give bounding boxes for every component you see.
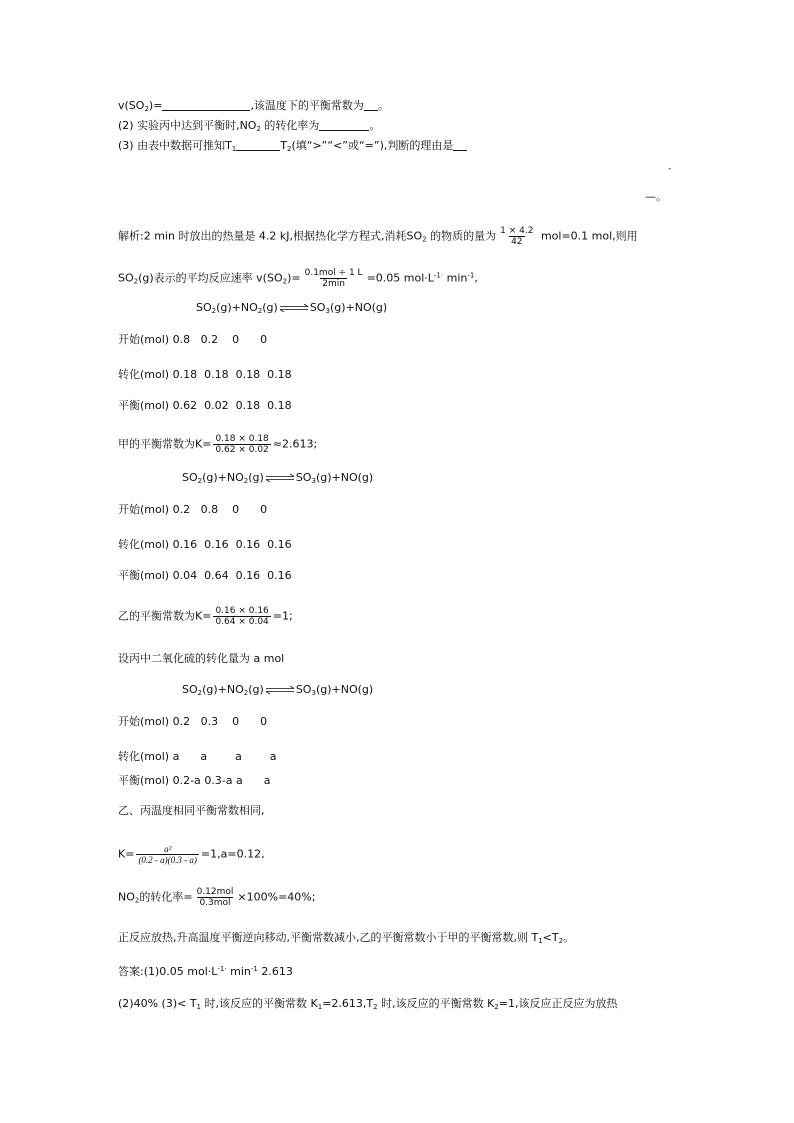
cell: a xyxy=(200,750,208,763)
k1-text-b: ≈2.613; xyxy=(272,437,318,451)
row-label: 转化(mol) xyxy=(118,368,170,381)
cell: 0 xyxy=(232,715,240,728)
eq2-sub1: 2 xyxy=(197,477,203,485)
cell: 0.18 xyxy=(204,368,229,381)
k3-den: (0.2 - a)(0.3 - a) xyxy=(138,855,197,865)
conversion-line: $NO_2$的转化率= $\frac{\text{0.12mol}}{\text{0.3mol}}$ ×100%=40%; xyxy=(118,887,316,908)
answer-text-2d: 时,该反应的平衡常数 K xyxy=(377,997,495,1010)
row-label: 平衡(mol) xyxy=(118,569,170,582)
eq2-rest: (g)+NO(g) xyxy=(315,471,374,484)
k3-line xyxy=(118,844,265,865)
answer-blank-5[interactable] xyxy=(453,139,467,151)
cell: 0.18 xyxy=(172,368,198,381)
k1-num: 0.18 × 0.18 xyxy=(215,434,269,444)
cell: 0.64 xyxy=(204,569,229,582)
eq1-sub2: 2 xyxy=(257,307,263,315)
analysis-sup-1: -1· xyxy=(433,271,444,280)
analysis-text-2f: , xyxy=(474,271,478,285)
assume-line: 设丙中二氧化硫的转化量为 a mol xyxy=(118,652,285,665)
cell: 0 xyxy=(260,333,268,346)
analysis-line-2: $SO_2(g)$表示的平均反应速率 $v(SO_2)=$ $\frac{\text{0.1mol ÷ 1 L}}{2\min}$ =0.05 $mol\cdot L^{-1\cdot}$ $\min^{-1}$, xyxy=(118,268,478,289)
cell: 0.2 xyxy=(172,503,191,516)
row-label: 转化(mol) xyxy=(118,538,170,551)
answer-text-2c: =2.613,T xyxy=(322,997,374,1010)
cell: a xyxy=(269,750,277,763)
q3-text3: (填“>”“<”或“=”),判断的理由是 xyxy=(291,139,454,152)
q1-line: $v(SO_2)=$ ,该温度下的平衡常数为 。 xyxy=(118,99,389,113)
k2-fraction xyxy=(213,606,270,627)
conv-den: 0.3mol xyxy=(199,898,231,908)
conclusion-text-b: <T xyxy=(542,931,559,944)
cell: 0.18 xyxy=(235,368,261,381)
cell: 0.16 xyxy=(235,569,261,582)
table3-row-equilibrium xyxy=(118,773,271,789)
eq3-sub1: 2 xyxy=(197,689,203,697)
answer-blank-1[interactable] xyxy=(162,99,250,111)
fraction-1-num: 1 × 4.2 xyxy=(500,226,534,236)
cell: a xyxy=(235,750,242,763)
k2-num: 0.16 × 0.16 xyxy=(215,606,269,616)
cell: 0 xyxy=(232,333,240,346)
q1-suffix: ,该温度下的平衡常数为 xyxy=(250,99,364,112)
eq3-sub3: 3 xyxy=(311,689,316,697)
analysis-text-1b: 的物质的量为 xyxy=(426,229,497,243)
conclusion-line: 正反应放热,升高温度平衡逆向移动,平衡常数减小,乙的平衡常数小于甲的平衡常数,则 $T_1<T_2$。 xyxy=(118,931,575,945)
k3-text-a: K= xyxy=(118,847,135,861)
conv-text-b: 的转化率= xyxy=(139,890,193,904)
conv-text-c: ×100%=40%; xyxy=(237,890,316,904)
row-label: 开始(mol) xyxy=(118,715,170,728)
q3-line: (3) 由表中数据可推知$T_1$ $T_2$(填“>”“<”或“=”),判断的理由是 xyxy=(118,138,467,154)
cell: 0.16 xyxy=(204,538,229,551)
cell: 0 xyxy=(232,503,240,516)
eq3-no: (g)+NO xyxy=(202,683,244,696)
k2-text-a: 乙的平衡常数为K= xyxy=(118,609,212,623)
equation-1 xyxy=(196,300,387,316)
cell: 0.3 xyxy=(200,715,219,728)
equilibrium-arrow-icon xyxy=(279,304,309,312)
same-temp-line: 乙、丙温度相同平衡常数相同, xyxy=(118,804,265,817)
conclusion-text-c: 。 xyxy=(563,931,575,944)
cell: 0.18 xyxy=(267,399,292,412)
eq2-g: (g) xyxy=(248,471,264,484)
q1-mid: )= xyxy=(148,99,163,112)
cell: 0.8 xyxy=(172,333,191,346)
q2-end: 。 xyxy=(369,119,381,132)
end-mark: —。 xyxy=(645,190,667,203)
row-label: 开始(mol) xyxy=(118,503,170,516)
fraction-2-num: 0.1mol ÷ 1 L xyxy=(304,268,363,278)
eq1-rest: (g)+NO(g) xyxy=(329,301,388,314)
fraction-2 xyxy=(303,268,365,289)
cell: 0.16 xyxy=(172,538,198,551)
cell: 0.2 xyxy=(200,333,219,346)
cell: 0.2-a xyxy=(172,774,201,787)
eq1-g: (g) xyxy=(262,301,278,314)
eq3-sub2: 2 xyxy=(243,689,249,697)
cell: 0.3-a xyxy=(204,774,233,787)
table1-row-change xyxy=(118,367,292,383)
answer-sup-1: -1· xyxy=(217,965,227,973)
equation-2 xyxy=(182,470,373,486)
cell: 0.8 xyxy=(200,503,219,516)
table1-row-start xyxy=(118,332,267,348)
table1-row-equilibrium xyxy=(118,398,292,414)
answer-text-2b: 时,该反应的平衡常数 K xyxy=(201,997,318,1010)
cell: a xyxy=(263,774,271,787)
answer-text-1c: 2.613 xyxy=(257,965,293,978)
analysis-text-2e: min xyxy=(443,271,468,285)
q2-text: (2) 实验丙中达到平衡时,NO xyxy=(118,119,257,132)
eq3-g: (g) xyxy=(248,683,264,696)
k3-fraction xyxy=(136,844,198,865)
cell: 0.16 xyxy=(235,538,261,551)
k1-den: 0.62 × 0.02 xyxy=(215,445,269,455)
table3-row-start xyxy=(118,714,267,730)
analysis-text-2b: (g)表示的平均反应速率 v(SO xyxy=(138,271,283,285)
cell: 0.16 xyxy=(267,569,292,582)
k1-line xyxy=(118,434,317,455)
eq1-so3: SO xyxy=(309,301,326,314)
table3-row-change xyxy=(118,749,277,765)
cell: 0.04 xyxy=(172,569,198,582)
eq3-so: SO xyxy=(182,683,198,696)
q1-prefix: v(SO xyxy=(118,99,145,112)
cell: 0.16 xyxy=(267,538,292,551)
answer-text-2: (2)40% (3)< T xyxy=(118,997,197,1010)
answer-sup-2: -1 xyxy=(250,965,258,973)
analysis-text-2d: =0.05 mol·L xyxy=(366,271,434,285)
row-label: 平衡(mol) xyxy=(118,774,170,787)
k3-text-b: =1,a=0.12, xyxy=(200,847,265,861)
fraction-2-den: 2min xyxy=(322,279,345,289)
equilibrium-arrow-icon xyxy=(265,474,295,482)
answer-text-2e: =1,该反应正反应为放热 xyxy=(498,997,618,1010)
eq1-no: (g)+NO xyxy=(216,301,258,314)
cell: 0.02 xyxy=(204,399,229,412)
row-label: 开始(mol) xyxy=(118,333,170,346)
q2-text2: 的转化率为 xyxy=(260,119,320,132)
answer-line-2: (2)40% $(3)< T_1$ 时,该反应的平衡常数 $K_1=2.613,T_2$ 时,该反应的平衡常数 $K_2=1$,该反应正反应为放热 xyxy=(118,997,618,1011)
answer-line-1 xyxy=(118,964,293,980)
k1-text-a: 甲的平衡常数为K= xyxy=(118,437,212,451)
k2-line xyxy=(118,606,293,627)
k2-text-b: =1; xyxy=(272,609,293,623)
cell: a xyxy=(236,774,243,787)
answer-text-1b: min xyxy=(226,965,251,978)
conclusion-text: 正反应放热,升高温度平衡逆向移动,平衡常数减小,乙的平衡常数小于甲的平衡常数,则 T xyxy=(118,931,539,944)
answer-text-1: 答案:(1)0.05 mol·L xyxy=(118,965,218,978)
analysis-text-1a: 解析:2 min 时放出的热量是 4.2 kJ,根据热化学方程式,消耗SO xyxy=(118,229,423,243)
k3-num: a² xyxy=(164,844,172,854)
eq3-rest: (g)+NO(g) xyxy=(315,683,374,696)
q1-end: 。 xyxy=(377,99,389,112)
eq2-sub3: 3 xyxy=(311,477,316,485)
dash-mark: - xyxy=(668,164,672,174)
cell: 0.18 xyxy=(235,399,261,412)
row-label: 转化(mol) xyxy=(118,750,170,763)
cell: 0.18 xyxy=(267,368,292,381)
answer-blank-3[interactable] xyxy=(319,119,369,131)
analysis-sup-2: -1 xyxy=(467,271,475,280)
eq1-sub1: 2 xyxy=(211,307,217,315)
fraction-1 xyxy=(498,226,535,247)
conv-num: 0.12mol xyxy=(196,887,234,897)
eq2-so: SO xyxy=(182,471,198,484)
analysis-line-1: 解析:2 min 时放出的热量是 4.2 kJ,根据热化学方程式,消耗$SO_2$ 的物质的量为 $\frac{1 \times 4.2}{42}$ mol=0.1 mol,则用 xyxy=(118,226,638,247)
cell: a xyxy=(172,750,180,763)
cell: 0 xyxy=(260,715,268,728)
analysis-text-2c: )= xyxy=(287,271,301,285)
k1-fraction xyxy=(213,434,270,455)
fraction-1-den: 42 xyxy=(511,237,523,247)
table2-row-change xyxy=(118,537,292,553)
eq1-so: SO xyxy=(196,301,212,314)
q3-text2: T xyxy=(280,139,287,152)
q2-line: (2) 实验丙中达到平衡时$,NO_2$ 的转化率为 。 xyxy=(118,119,381,133)
k2-den: 0.64 × 0.04 xyxy=(215,617,269,627)
eq2-so3: SO xyxy=(295,471,312,484)
eq2-sub2: 2 xyxy=(243,477,249,485)
eq1-sub3: 3 xyxy=(325,307,330,315)
answer-blank-2[interactable] xyxy=(364,99,378,111)
answer-blank-4[interactable] xyxy=(236,139,280,151)
table2-row-start xyxy=(118,502,267,518)
analysis-text-1c: mol=0.1 mol,则用 xyxy=(537,229,638,243)
q3-text: (3) 由表中数据可推知T xyxy=(118,139,232,152)
cell: 0 xyxy=(260,503,268,516)
analysis-text-2a: SO xyxy=(118,271,134,285)
eq2-no: (g)+NO xyxy=(202,471,244,484)
row-label: 平衡(mol) xyxy=(118,399,170,412)
equation-3 xyxy=(182,682,373,698)
equilibrium-arrow-icon xyxy=(265,686,295,694)
conv-fraction xyxy=(195,887,236,908)
cell: 0.62 xyxy=(172,399,198,412)
table2-row-equilibrium xyxy=(118,568,292,584)
conv-text-a: NO xyxy=(118,890,135,904)
eq3-so3: SO xyxy=(295,683,312,696)
cell: 0.2 xyxy=(172,715,191,728)
